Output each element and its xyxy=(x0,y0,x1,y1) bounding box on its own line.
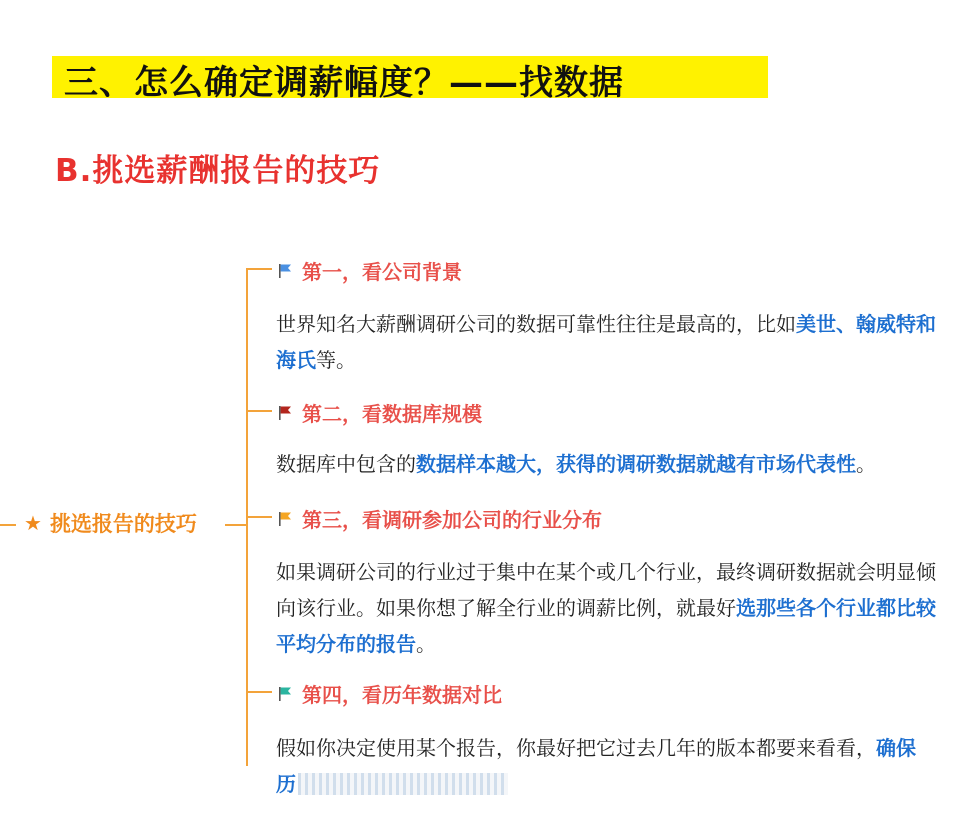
body-highlight: 确保历 xyxy=(276,736,916,796)
obscured-text-overlay xyxy=(298,773,508,795)
body-text: 假如你决定使用某个报告，你最好把它过去几年的版本都要来看看， xyxy=(276,736,876,760)
blue-flag-icon xyxy=(278,263,292,279)
section-heading-label: 第四，看历年数据对比 xyxy=(302,683,502,707)
body-text: 。 xyxy=(416,632,436,656)
mindmap-root-node xyxy=(24,508,197,538)
teal-flag-icon xyxy=(278,686,292,702)
section-heading-label: 第二，看数据库规模 xyxy=(302,402,482,426)
body-highlight: 美世、翰威特和海氏 xyxy=(276,312,936,372)
section-heading-1 xyxy=(278,256,462,285)
branch-connector-2 xyxy=(246,410,272,412)
page-title: 三、怎么确定调薪幅度？——找数据 xyxy=(64,63,624,103)
branch-connector-1 xyxy=(246,268,272,270)
body-text: 世界知名大薪酬调研公司的数据可靠性往往是最高的，比如 xyxy=(276,312,796,336)
body-text: 数据库中包含的 xyxy=(276,452,416,476)
section-body-2 xyxy=(276,446,952,482)
section-heading-4 xyxy=(278,679,502,708)
section-heading-2 xyxy=(278,398,482,427)
body-text: 如果调研公司的行业过于集中在某个或几个行业，最终调研数据就会明显倾向该行业。如果你想了解全行业的调薪比例，就最好 xyxy=(276,560,936,620)
section-body-1 xyxy=(276,306,952,378)
branch-connector-4 xyxy=(246,691,272,693)
orange-flag-icon xyxy=(278,511,292,527)
section-heading-3 xyxy=(278,504,602,533)
red-flag-icon xyxy=(278,405,292,421)
body-text: 。 xyxy=(856,452,876,476)
root-connector-right xyxy=(225,524,247,526)
section-heading-label: 第三，看调研参加公司的行业分布 xyxy=(302,508,602,532)
root-connector-left xyxy=(0,524,16,526)
body-highlight: 数据样本越大，获得的调研数据就越有市场代表性 xyxy=(416,452,856,476)
root-label: 挑选报告的技巧 xyxy=(49,512,197,536)
section-body-4 xyxy=(276,730,926,802)
section-heading-label: 第一，看公司背景 xyxy=(302,260,462,284)
branch-connector-3 xyxy=(246,516,272,518)
star-icon: ★ xyxy=(24,511,42,535)
body-highlight: 选那些各个行业都比较平均分布的报告 xyxy=(276,596,936,656)
section-body-3 xyxy=(276,554,940,662)
body-text: 等。 xyxy=(316,348,356,372)
section-subtitle: B.挑选薪酬报告的技巧 xyxy=(55,153,381,189)
